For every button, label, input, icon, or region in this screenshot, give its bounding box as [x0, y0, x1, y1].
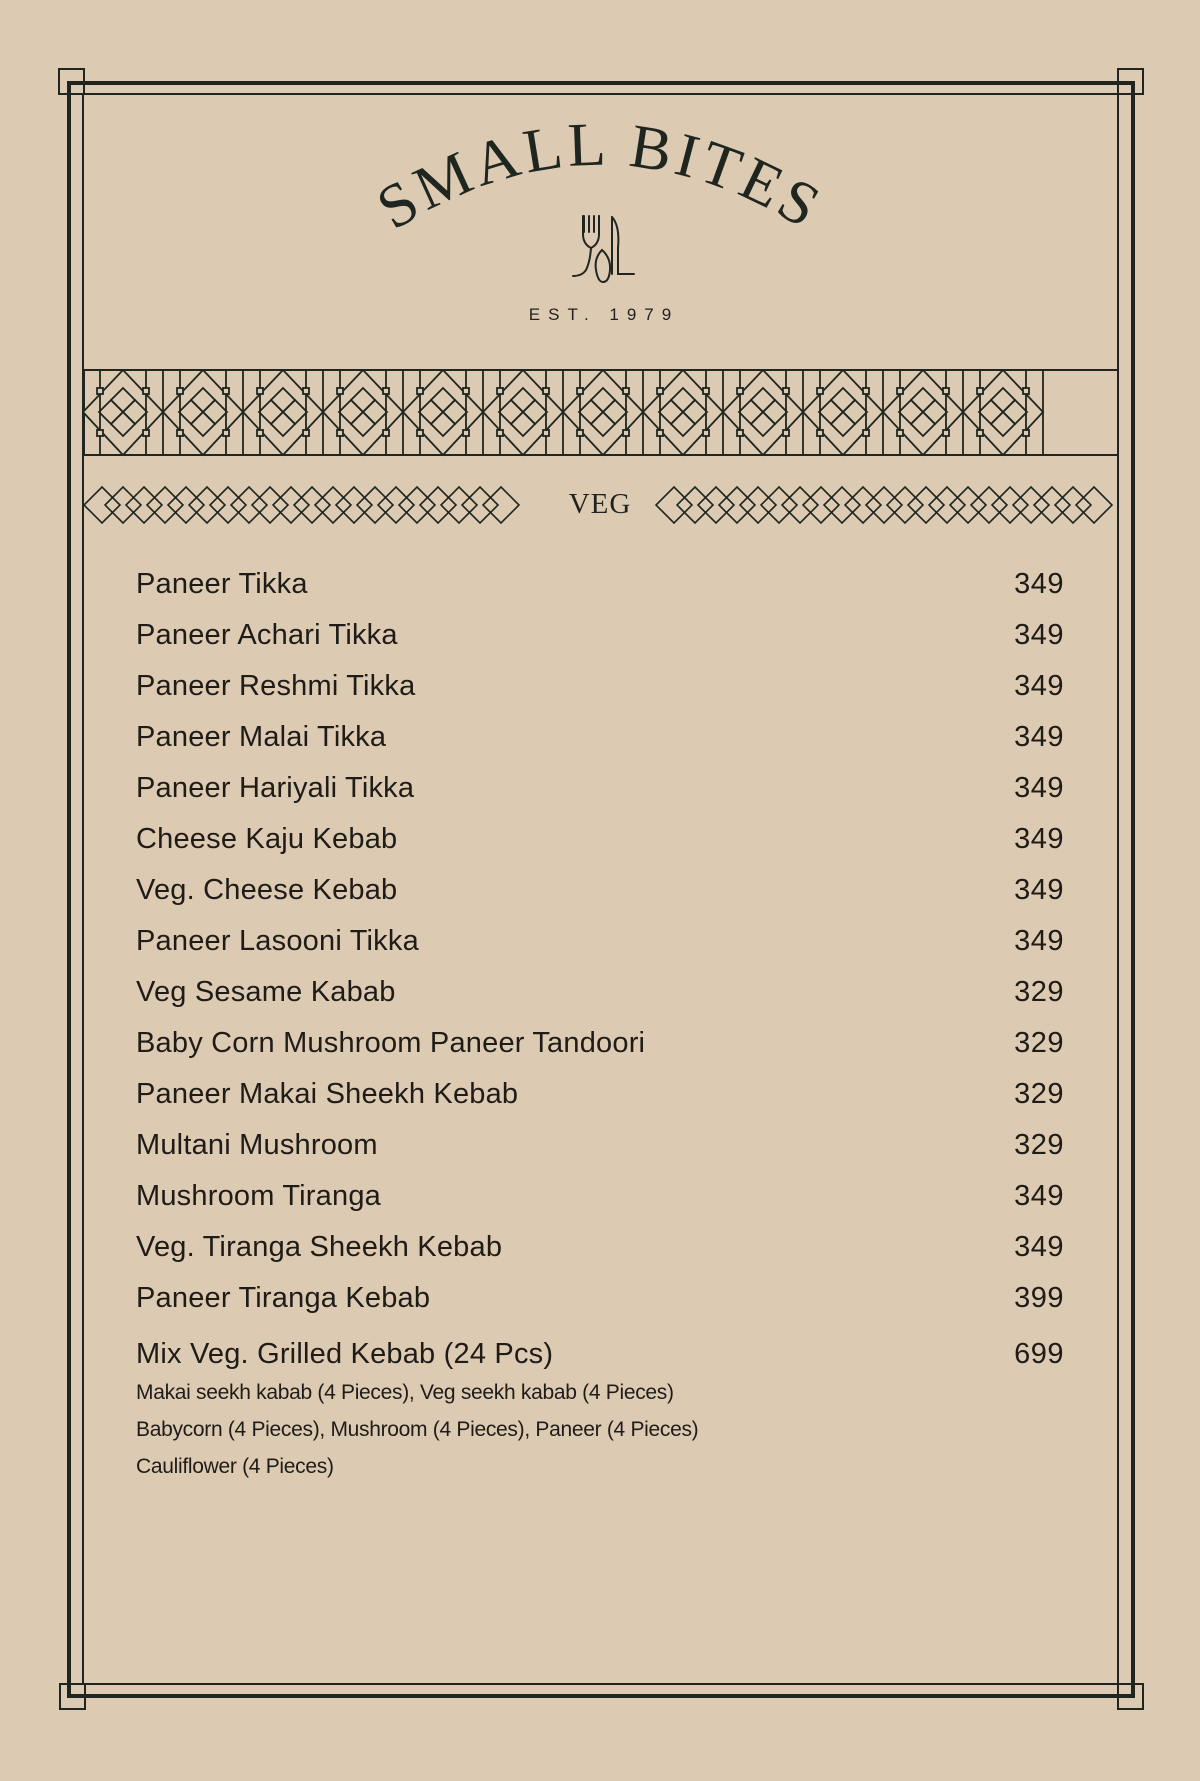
menu-item-price: 349	[1014, 721, 1064, 753]
menu-item-price: 399	[1014, 1282, 1064, 1314]
decorative-lattice-band	[83, 369, 1117, 457]
menu-item	[136, 568, 1064, 619]
description-line: Cauliflower (4 Pieces)	[136, 1455, 334, 1478]
diamond-chain-right	[655, 484, 1117, 526]
menu-item-name: Baby Corn Mushroom Paneer Tandoori	[136, 1027, 646, 1059]
corner-square-bottom-left	[59, 1683, 86, 1710]
menu-item	[136, 670, 1064, 721]
menu-item-price: 349	[1014, 1231, 1064, 1263]
menu-item-name: Paneer Malai Tikka	[136, 721, 387, 753]
menu-item-price: 349	[1014, 619, 1064, 651]
menu-item-name: Veg Sesame Kabab	[136, 976, 396, 1008]
menu-item-name: Mushroom Tiranga	[136, 1180, 381, 1212]
fork-spoon-knife-icon	[570, 212, 640, 284]
diamond-chain-left	[83, 484, 533, 526]
menu-item	[136, 721, 1064, 772]
menu-item-price: 329	[1014, 1129, 1064, 1161]
menu-item	[136, 1231, 1064, 1282]
menu-item	[136, 1027, 1064, 1078]
description-line: Babycorn (4 Pieces), Mushroom (4 Pieces), Paneer (4 Pieces)	[136, 1418, 699, 1441]
menu-item-price: 349	[1014, 823, 1064, 855]
menu-item-name: Mix Veg. Grilled Kebab (24 Pcs)	[136, 1338, 554, 1370]
corner-square-top-left	[58, 68, 85, 95]
menu-item-name: Cheese Kaju Kebab	[136, 823, 398, 855]
menu-item-name: Multani Mushroom	[136, 1129, 378, 1161]
menu-item-name: Paneer Tikka	[136, 568, 308, 600]
menu-item-price: 349	[1014, 1180, 1064, 1212]
menu-item	[136, 925, 1064, 976]
frame-inner-bottom	[82, 1683, 1119, 1685]
frame-inner-top	[82, 93, 1119, 95]
menu-item-price: 349	[1014, 772, 1064, 804]
frame-inner-right	[1117, 93, 1119, 1685]
featured-menu-item	[136, 1338, 1064, 1371]
section-title-veg: VEG	[568, 488, 632, 520]
menu-item-price: 329	[1014, 1027, 1064, 1059]
menu-item-price: 349	[1014, 670, 1064, 702]
corner-square-top-right	[1117, 68, 1144, 95]
menu-item-name: Paneer Hariyali Tikka	[136, 772, 415, 804]
menu-item	[136, 772, 1064, 823]
menu-item	[136, 976, 1064, 1027]
menu-item	[136, 874, 1064, 925]
menu-item-price: 329	[1014, 976, 1064, 1008]
description-line: Makai seekh kabab (4 Pieces), Veg seekh kabab (4 Pieces)	[136, 1381, 674, 1404]
menu-item-price: 699	[1014, 1338, 1064, 1370]
menu-item-name: Paneer Lasooni Tikka	[136, 925, 419, 957]
menu-item-name: Paneer Reshmi Tikka	[136, 670, 416, 702]
featured-item-description	[136, 1374, 1064, 1485]
menu-item	[136, 1282, 1064, 1333]
frame-inner-left	[82, 93, 84, 1685]
menu-item-name: Veg. Tiranga Sheekh Kebab	[136, 1231, 503, 1263]
frame-outer-bottom	[67, 1694, 1135, 1698]
menu-item-name: Paneer Achari Tikka	[136, 619, 398, 651]
menu-item-name: Paneer Tiranga Kebab	[136, 1282, 431, 1314]
menu-item	[136, 823, 1064, 874]
menu-item	[136, 1180, 1064, 1231]
menu-item	[136, 1129, 1064, 1180]
menu-item-price: 349	[1014, 874, 1064, 906]
menu-item-price: 349	[1014, 925, 1064, 957]
menu-item-name: Paneer Makai Sheekh Kebab	[136, 1078, 519, 1110]
menu-item	[136, 619, 1064, 670]
corner-square-bottom-right	[1117, 1683, 1144, 1710]
menu-item	[136, 1078, 1064, 1129]
menu-item-price: 329	[1014, 1078, 1064, 1110]
frame-outer-top	[67, 81, 1135, 85]
page-title-text: SMALL BITES	[365, 110, 835, 243]
established-year: EST. 1979	[528, 305, 680, 324]
menu-item-name: Veg. Cheese Kebab	[136, 874, 398, 906]
menu-item-price: 349	[1014, 568, 1064, 600]
menu-item-list	[136, 568, 1064, 1485]
